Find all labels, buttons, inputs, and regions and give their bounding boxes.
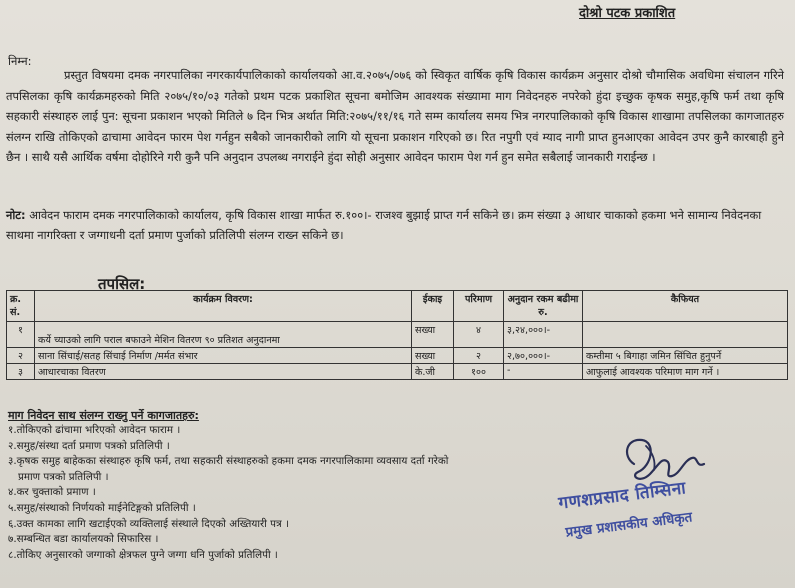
cell-sn: १ — [7, 322, 35, 348]
cell-unit: सख्या — [412, 322, 454, 348]
table-header-row — [7, 291, 788, 322]
note-paragraph — [6, 205, 786, 245]
cropped-top-text — [0, 0, 330, 8]
col-header-remarks: कैफियत — [583, 291, 788, 322]
cell-remarks — [583, 322, 788, 348]
col-header-sn: क्र. सं. — [7, 291, 35, 322]
col-header-quantity: परिमाण — [454, 291, 504, 322]
col-header-program: कार्यक्रम विवरण: — [35, 291, 412, 322]
cell-remarks: आफुलाई आवश्यक परिमाण माग गर्ने । — [583, 364, 788, 380]
cell-subsidy: - — [504, 364, 583, 380]
signatory-name: गणशप्रसाद तिम्सिना — [557, 478, 688, 514]
list-item: १.तोकिएको ढांचामा भरिएको आवेदन फाराम । — [8, 424, 181, 436]
list-item: ३.कृषक समुह बाहेकका संस्थाहरु कृषि फर्म, तथा सहकारी संस्थाहरुको हकमा दमक नगरपालिकामा व्यवसाय दर्ता गरेको — [8, 455, 449, 468]
cell-unit: के.जी — [412, 364, 454, 380]
cell-unit: सख्या — [412, 348, 454, 364]
body-paragraph: प्रस्तुत विषयमा दमक नगरपालिका नगरकार्यपालिकाको कार्यालयको आ.व.२०७५/०७६ को स्विकृत वार्षिक कृषि विकास कार्यक्रम अनुसार दोश्रो चौमासिक अवधिमा संचालन गरिने तपसिलका कृषि कार्यक्रमहरुको मिति २०७५/१०/०३ गतेको प्रथम पटक प्रकाशित सूचना बमोजिम आवश्यक संख्यामा माग निवेदनहरु नपरेको हुंदा इच्छुक कृषक समुह,कृषि फर्म तथा कृषि सहकारी संस्थाहरु लाई पुन: सूचना प्रकाशन भएको मितिले ७ दिन भित्र अर्थात मिति:२०७५/११/१६ गते सम्म कार्यालय समय भित्र नगरपालिकाको कृषि विकास शाखामा तपसिलका कागजातहरु संलग्न राखि तोकिएको ढाचामा आवेदन फारम पेश गर्नहुन सबैको जानकारीको लागि यो सूचना प्रकाशन गरिएको छ। रित नपुगी एवं म्याद नागी प्राप्त हुनआएका आवेदन उपर कुनै कारबाही हुने छैन । साथै यसै आर्थिक वर्षमा दोहोरिने गरी कुनै पनि अनुदान उपलब्ध नगराईने हुंदा सोही अनुसार आवेदन फाराम पेश गर्न हुन समेत सबैलाई जानकारी गराईन्छ । — [6, 68, 784, 164]
cell-program: कर्ये च्याउको लागि पराल बफाउने मेशिन वितरण ९० प्रतिशत अनुदानमा — [35, 322, 412, 348]
cell-subsidy: ३,२४,०००।- — [504, 322, 583, 348]
cell-subsidy: २,७०,०००।- — [504, 348, 583, 364]
program-table — [6, 290, 788, 380]
cell-sn: २ — [7, 348, 35, 364]
salutation: निम्न: — [8, 54, 32, 68]
list-item: ७.सम्बन्धित बडा कार्यालयको सिफारिस । — [8, 533, 159, 546]
list-item: २.समुह/संस्था दर्ता प्रमाण पत्रको प्रतिलिपी । — [8, 439, 170, 452]
col-header-unit: ईकाइ — [412, 291, 454, 322]
required-docs-title: माग निवेदन साथ संलग्न राख्नु पर्ने कागजातहरु: — [8, 409, 199, 422]
table-title: तपसिल: — [98, 275, 146, 293]
table-row — [7, 364, 788, 380]
cell-program: आधारचाका वितरण — [35, 364, 412, 380]
cell-quantity: ४ — [454, 322, 504, 348]
cell-quantity: २ — [454, 348, 504, 364]
table-row — [7, 348, 788, 364]
cell-remarks: कम्तीमा ५ बिगाहा जमिन सिंचित हुनुपर्ने — [583, 348, 788, 364]
list-item: ५.समुह/संस्थाको निर्णयको माईनेटिङ्गको प्रतिलिपी । — [8, 501, 196, 514]
list-item: ४.कर चुक्ताको प्रमाण । — [8, 486, 96, 499]
signatory-title: प्रमुख प्रशासकीय अधिकृत — [564, 509, 694, 541]
col-header-subsidy: अनुदान रकम बढीमा रु. — [504, 291, 583, 322]
notice-heading: दोश्रो पटक प्रकाशित — [579, 6, 676, 21]
list-item: ८.तोकिए अनुसारको जग्गाको क्षेत्रफल पुग्ने जग्गा धनि पुर्जाको प्रतिलिपी । — [8, 548, 278, 561]
cell-sn: ३ — [7, 364, 35, 380]
list-item: ६.उक्त कामका लागि खटाईएको व्यक्तिलाई संस्थाले दिएको अख्तियारी पत्र । — [8, 517, 289, 530]
cell-quantity: १०० — [454, 364, 504, 380]
required-docs-list — [8, 423, 478, 563]
note-label: नोट: — [6, 208, 26, 222]
list-item-continuation: प्रमाण पत्रको प्रतिलिपी । — [18, 470, 109, 483]
note-text: आवेदन फाराम दमक नगरपालिकाको कार्यालय, कृषि विकास शाखा मार्फत रु.१००।- राजश्व बुझाई प्राप्त गर्न सकिने छ। क्रम संख्या ३ आधार चाकाको हकमा भने सामान्य निवेदनका साथमा नागरिक्ता र जग्गाधनी दर्ता प्रमाण पुर्जाको प्रतिलिपी संलग्न राख्न सकिने छ। — [6, 208, 762, 242]
cell-program: साना सिंचाई/सतह सिंचाई निर्माण /मर्मत संभार — [35, 348, 412, 364]
table-row — [7, 322, 788, 348]
